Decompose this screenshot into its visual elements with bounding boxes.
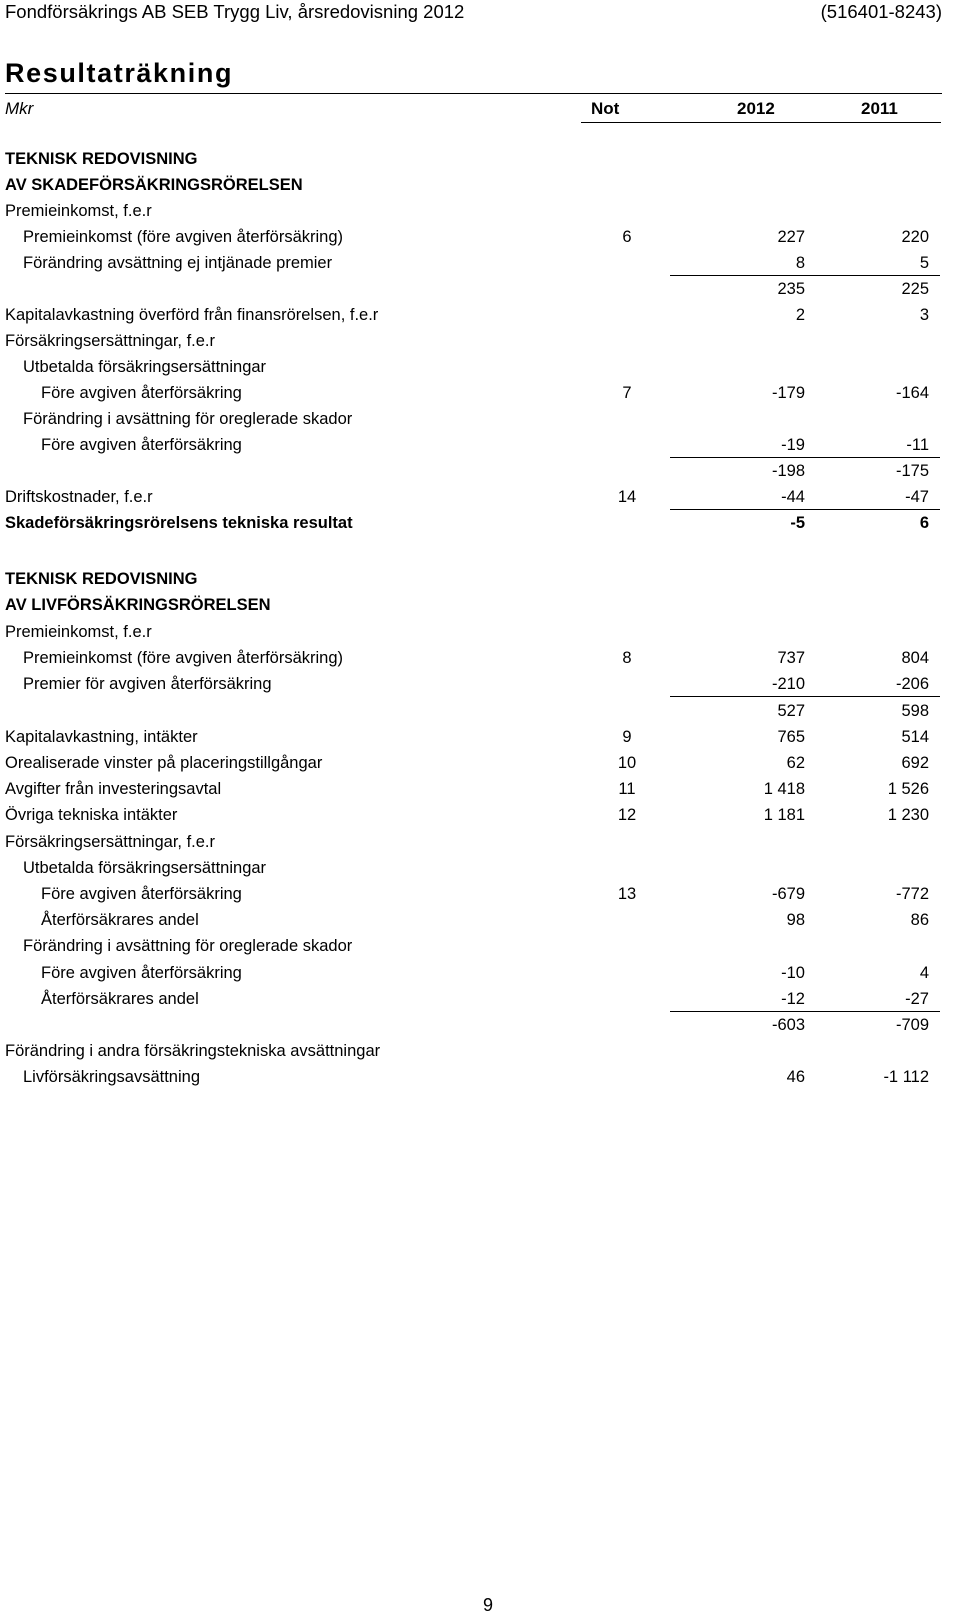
section2-heading-2: AV LIVFÖRSÄKRINGSRÖRELSEN [5, 596, 271, 614]
row-label: Förändring i avsättning för oreglerade skador [23, 410, 353, 428]
table-row [0, 619, 960, 645]
row-label: Livförsäkringsavsättning [23, 1068, 201, 1087]
table-row [0, 724, 960, 750]
table-row [0, 198, 960, 224]
row-value-2011: -772 [895, 885, 929, 903]
row-value-2012: 98 [786, 911, 805, 930]
row-value-2011: 6 [919, 514, 929, 532]
page-title: Resultaträkning [5, 58, 234, 88]
row-label: Förändring i avsättning för oreglerade skador [23, 937, 353, 956]
row-label: Förändring avsättning ej intjänade premier [23, 254, 333, 272]
table-row [0, 484, 960, 510]
row-note: 9 [622, 727, 632, 746]
row-label: Premier för avgiven återförsäkring [23, 675, 272, 694]
row-label: Förändring i andra försäkringstekniska avsättningar [5, 1042, 381, 1061]
row-value-2011: 3 [919, 306, 929, 324]
row-label: Avgifter från investeringsavtal [5, 780, 222, 799]
row-value-2012: 227 [777, 228, 805, 246]
table-row [0, 276, 960, 302]
row-value-2012: 737 [777, 649, 805, 668]
row-value-2011: 220 [901, 228, 929, 246]
unit-label: Mkr [5, 99, 34, 118]
row-value-2011: -27 [905, 989, 929, 1008]
row-value-2011: 4 [919, 963, 929, 982]
table-row [0, 458, 960, 484]
row-value-2012: -603 [771, 1016, 805, 1034]
row-value-2011: -709 [895, 1016, 929, 1034]
row-value-2012: -198 [771, 462, 805, 480]
page-number: 9 [483, 1595, 494, 1615]
year-2012-header: 2012 [737, 99, 775, 118]
row-value-2011: -175 [895, 462, 929, 480]
title-divider [5, 93, 942, 94]
row-value-2011: 804 [901, 649, 929, 668]
row-value-2012: 235 [777, 280, 805, 298]
row-value-2012: 1 181 [763, 806, 805, 825]
table-row [0, 986, 960, 1012]
row-label: Utbetalda försäkringsersättningar [23, 358, 267, 376]
table-row [0, 698, 960, 724]
row-note: 13 [617, 885, 637, 903]
document-header-company: Fondförsäkrings AB SEB Trygg Liv, årsredovisning 2012 [5, 1, 465, 22]
table-row [0, 224, 960, 250]
note-column-header: Not [591, 99, 620, 118]
row-label: Återförsäkrares andel [41, 911, 199, 930]
table-row [0, 802, 960, 828]
row-label: Före avgiven återförsäkring [41, 436, 242, 454]
table-row [0, 1064, 960, 1090]
table-row [0, 406, 960, 432]
table-row [0, 302, 960, 328]
column-header-row [0, 97, 960, 123]
row-label: Övriga tekniska intäkter [5, 806, 178, 825]
table-row [0, 328, 960, 354]
row-note: 11 [618, 780, 636, 799]
row-label: Kapitalavkastning överförd från finansrörelsen, f.e.r [5, 306, 379, 324]
row-value-2012: -5 [790, 514, 805, 532]
year-2011-header: 2011 [861, 99, 898, 118]
row-value-2012: -44 [781, 488, 805, 506]
row-value-2011: -47 [905, 488, 929, 506]
row-value-2011: 692 [901, 754, 929, 772]
row-label: Före avgiven återförsäkring [41, 885, 242, 903]
row-value-2011: 86 [910, 911, 929, 930]
row-value-2011: 1 230 [887, 806, 929, 825]
row-value-2012: -19 [781, 436, 805, 454]
row-value-2012: 765 [777, 727, 805, 746]
row-value-2012: -679 [771, 885, 805, 903]
row-value-2011: -206 [895, 675, 929, 694]
table-row [0, 354, 960, 380]
table-row [0, 510, 960, 536]
row-label: Försäkringsersättningar, f.e.r [5, 332, 216, 350]
row-value-2011: 514 [901, 727, 929, 746]
row-value-2012: -210 [771, 675, 805, 694]
row-label: Försäkringsersättningar, f.e.r [5, 832, 216, 851]
row-value-2011: 598 [901, 701, 929, 720]
table-row [0, 380, 960, 406]
table-row [0, 855, 960, 881]
row-value-2012: 46 [786, 1068, 805, 1087]
row-label: Orealiserade vinster på placeringstillgångar [5, 754, 323, 772]
row-label: Skadeförsäkringsrörelsens tekniska resultat [5, 514, 353, 532]
row-value-2012: -12 [781, 989, 805, 1008]
row-label: Premieinkomst, f.e.r [5, 623, 152, 641]
table-row [0, 960, 960, 986]
table-row [0, 671, 960, 697]
table-row [0, 432, 960, 458]
table-row [0, 829, 960, 855]
row-label: Premieinkomst (före avgiven återförsäkring) [23, 649, 344, 668]
row-label: Kapitalavkastning, intäkter [5, 727, 198, 746]
row-value-2012: 527 [777, 701, 805, 720]
table-row [0, 1012, 960, 1038]
row-note: 10 [617, 754, 637, 772]
row-value-2011: -11 [906, 436, 929, 454]
row-value-2011: 5 [919, 254, 929, 272]
row-note: 8 [622, 649, 632, 668]
table-row [0, 907, 960, 933]
table-row [0, 1038, 960, 1064]
table-row [0, 881, 960, 907]
row-note: 6 [622, 228, 632, 246]
table-row [0, 250, 960, 276]
row-value-2011: -1 112 [883, 1068, 929, 1087]
row-label: Före avgiven återförsäkring [41, 384, 242, 402]
row-value-2012: -179 [771, 384, 805, 402]
row-label: Utbetalda försäkringsersättningar [23, 858, 267, 877]
row-note: 7 [622, 384, 632, 402]
document-header-org-number: (516401-8243) [820, 1, 942, 22]
row-value-2012: 8 [795, 254, 805, 272]
row-value-2011: 225 [901, 280, 929, 298]
table-row [0, 750, 960, 776]
row-label: Återförsäkrares andel [41, 989, 199, 1008]
section1-heading-2: AV SKADEFÖRSÄKRINGSRÖRELSEN [5, 176, 303, 194]
row-note: 14 [617, 488, 637, 506]
section2-heading-1: TEKNISK REDOVISNING [5, 570, 198, 588]
table-row [0, 933, 960, 959]
row-value-2012: 1 418 [763, 780, 805, 799]
row-value-2012: 2 [795, 306, 805, 324]
row-label: Driftskostnader, f.e.r [5, 488, 153, 506]
row-note: 12 [617, 806, 637, 825]
table-row [0, 645, 960, 671]
section1-heading-1: TEKNISK REDOVISNING [5, 150, 198, 168]
row-value-2012: -10 [781, 963, 805, 982]
row-label: Premieinkomst (före avgiven återförsäkring) [23, 228, 344, 246]
row-value-2011: 1 526 [887, 780, 929, 799]
row-value-2012: 62 [786, 754, 805, 772]
row-value-2011: -164 [895, 384, 929, 402]
row-label: Premieinkomst, f.e.r [5, 202, 152, 220]
column-header-divider [581, 122, 941, 123]
row-label: Före avgiven återförsäkring [41, 963, 242, 982]
table-row [0, 776, 960, 802]
